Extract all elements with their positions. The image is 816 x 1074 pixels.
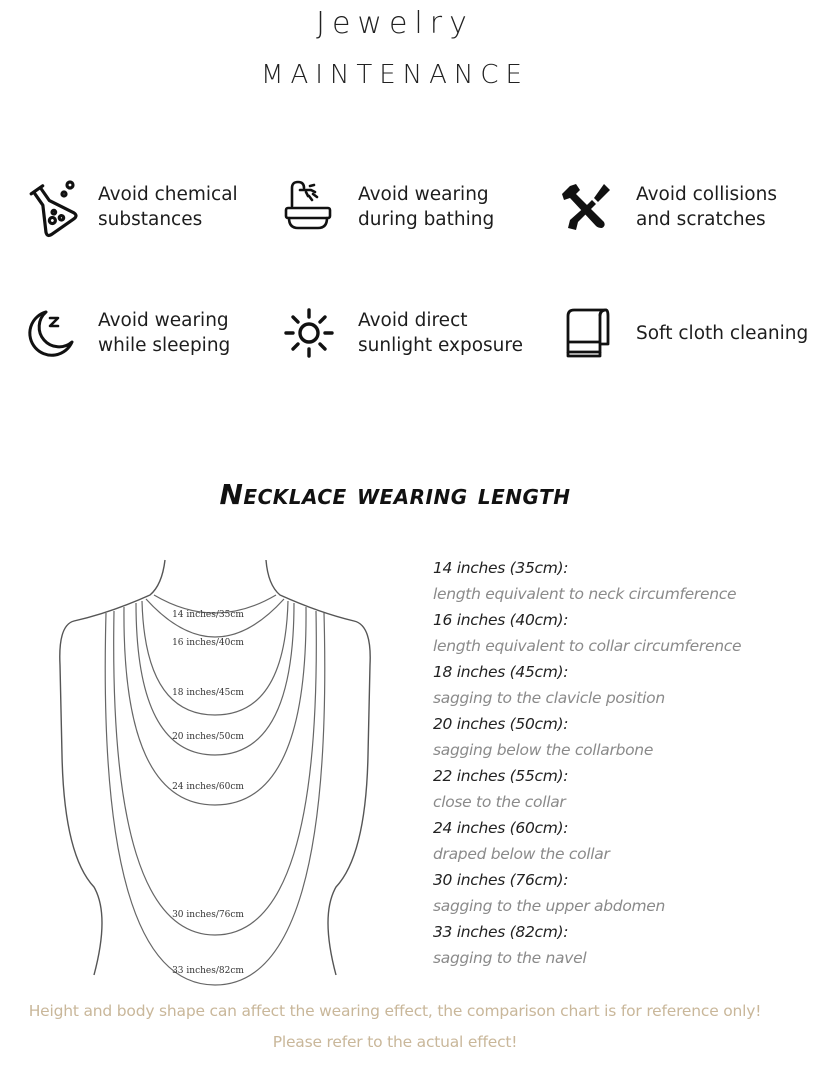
care-tip-label: Soft cloth cleaning: [636, 322, 809, 344]
care-tip-chemical: [20, 178, 278, 236]
care-tip-cloth: [558, 304, 816, 362]
length-description: sagging below the collarbone: [433, 741, 654, 759]
length-item: [433, 815, 783, 867]
length-description: sagging to the clavicle position: [433, 689, 665, 707]
length-title: 18 inches (45cm):: [433, 663, 569, 681]
page-title-line1: Jewelry: [316, 6, 474, 41]
care-tip-label: Avoid wearing during bathing: [358, 184, 495, 230]
diagram-length-label: 14 inches/35cm: [172, 610, 244, 620]
moon-sleep-icon: [20, 304, 78, 362]
length-item: [433, 867, 783, 919]
care-tip-label: Avoid collisions and scratches: [636, 184, 777, 230]
section-heading: Necklace wearing length: [219, 478, 571, 511]
length-description: sagging to the upper abdomen: [433, 897, 666, 915]
length-item: [433, 763, 783, 815]
disclaimer-note-secondary: Please refer to the actual effect!: [272, 1033, 518, 1051]
length-title: 20 inches (50cm):: [433, 715, 569, 733]
length-description: close to the collar: [433, 793, 566, 811]
necklace-length-list: [433, 555, 783, 971]
care-tip-label: Avoid wearing while sleeping: [98, 310, 231, 356]
length-item: [433, 659, 783, 711]
length-description: sagging to the navel: [433, 949, 587, 967]
diagram-length-label: 18 inches/45cm: [172, 688, 244, 698]
diagram-length-label: 20 inches/50cm: [172, 732, 244, 742]
bathing-shower-icon: [280, 178, 338, 236]
length-description: length equivalent to collar circumference: [433, 637, 742, 655]
care-tip-label: Avoid chemical substances: [98, 184, 238, 230]
tools-wrench-screwdriver-icon: [558, 178, 616, 236]
care-tip-bathing: [280, 178, 538, 236]
length-description: draped below the collar: [433, 845, 610, 863]
care-tip-sunlight: [280, 304, 538, 362]
diagram-length-label: 16 inches/40cm: [172, 638, 244, 648]
care-tip-collisions: [558, 178, 816, 236]
diagram-length-label: 24 inches/60cm: [172, 782, 244, 792]
length-title: 24 inches (60cm):: [433, 819, 569, 837]
length-title: 22 inches (55cm):: [433, 767, 569, 785]
length-title: 30 inches (76cm):: [433, 871, 569, 889]
length-item: [433, 555, 783, 607]
sun-icon: [280, 304, 338, 362]
length-title: 14 inches (35cm):: [433, 559, 569, 577]
diagram-length-label: 30 inches/76cm: [172, 910, 244, 920]
chemical-flask-icon: [20, 178, 78, 236]
necklace-length-diagram: [50, 555, 380, 995]
length-item: [433, 607, 783, 659]
length-item: [433, 919, 783, 971]
cloth-towel-icon: [558, 304, 616, 362]
length-item: [433, 711, 783, 763]
length-title: 33 inches (82cm):: [433, 923, 569, 941]
length-title: 16 inches (40cm):: [433, 611, 569, 629]
diagram-length-label: 33 inches/82cm: [172, 966, 244, 976]
care-tip-sleeping: [20, 304, 278, 362]
disclaimer-note: Height and body shape can affect the wearing effect, the comparison chart is for reference only!: [28, 1002, 762, 1020]
page-title-line2: MAINTENANCE: [261, 60, 529, 90]
length-description: length equivalent to neck circumference: [433, 585, 737, 603]
care-tip-label: Avoid direct sunlight exposure: [358, 310, 523, 356]
